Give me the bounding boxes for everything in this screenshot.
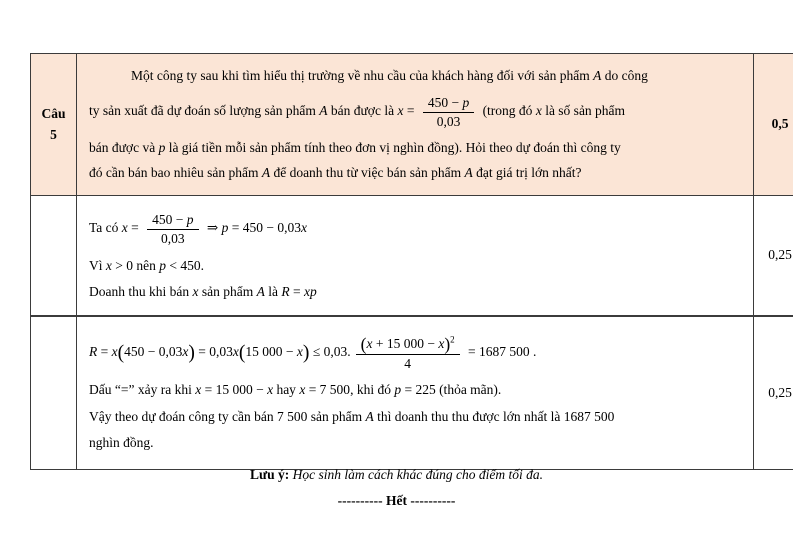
statement-line-3 <box>89 139 741 157</box>
note-text: Học sinh làm cách khác đúng cho điểm tối đa. <box>289 467 544 482</box>
question-row <box>31 54 793 196</box>
question-label-top: Câu <box>41 105 66 121</box>
left-paren: ( <box>238 342 246 364</box>
score-value: 0,25 <box>768 385 792 401</box>
solution1-line-2 <box>89 257 741 275</box>
fraction-denominator: 0,03 <box>161 231 185 247</box>
question-statement-cell <box>77 54 754 196</box>
score-cell-row2 <box>754 195 793 316</box>
text-segment: ≤ 0,03. <box>309 344 351 360</box>
question-number-cell <box>31 54 77 196</box>
math-var: p <box>186 211 194 227</box>
score-value: 0,25 <box>768 247 792 263</box>
solution2-line-3 <box>89 408 741 426</box>
text-segment: ⇒ <box>203 219 222 235</box>
math-var: p <box>394 382 402 398</box>
exponent: 2 <box>450 334 455 345</box>
text-segment: thì doanh thu thu được lớn nhất là 1687 500 <box>373 408 615 424</box>
math-var: x <box>182 344 189 360</box>
text-segment: = <box>289 284 304 300</box>
text-segment: Dấu “=” xảy ra khi <box>89 382 196 398</box>
text-segment: là giá tiền mỗi sản phẩm tính theo đơn vị nghìn đồng). Hỏi theo dự đoán thì công ty <box>165 139 621 155</box>
math-var: A <box>593 68 602 83</box>
footer-note <box>0 462 793 488</box>
text-segment: nghìn đồng. <box>89 435 154 451</box>
text-segment: = 450 − 0,03 <box>228 219 301 235</box>
text-segment: 15 000 − <box>245 344 297 360</box>
math-var: x <box>232 344 239 360</box>
text-segment: = 1687 500 . <box>464 344 537 360</box>
math-var: x <box>121 219 128 235</box>
math-var: A <box>256 284 265 300</box>
math-var: x <box>535 102 542 118</box>
right-paren: ) <box>444 334 451 355</box>
math-var: p <box>221 219 229 235</box>
math-var: x <box>366 336 373 352</box>
fraction-denominator: 4 <box>404 355 411 371</box>
solution2-line-1 <box>89 334 741 372</box>
math-var: xp <box>304 284 317 300</box>
text-segment: > 0 nên <box>111 257 160 273</box>
solution2-cell <box>77 316 754 470</box>
math-var: p <box>462 94 470 110</box>
math-var: R <box>281 284 290 300</box>
math-var: x <box>438 336 445 352</box>
math-var: A <box>464 165 473 181</box>
fraction-numerator <box>423 94 474 114</box>
math-var: A <box>319 102 328 118</box>
fraction-denominator: 0,03 <box>436 114 461 130</box>
text-segment: < 450. <box>165 257 204 273</box>
text-segment: = <box>127 219 143 235</box>
text-segment: Doanh thu khi bán <box>89 284 193 300</box>
answer-table <box>30 53 793 470</box>
text-segment: = <box>97 344 112 360</box>
math-var: x <box>397 102 404 118</box>
solution1-cell <box>77 195 754 316</box>
fraction <box>423 94 474 130</box>
right-paren: ) <box>302 342 310 364</box>
solution1-line-3 <box>89 283 741 301</box>
solution2-line-4 <box>89 434 741 452</box>
solution-row-2 <box>31 316 793 470</box>
fraction <box>147 211 198 247</box>
text-segment: 450 − 0,03 <box>124 344 183 360</box>
text-segment: ty sản xuất đã dự đoán số lượng sản phẩm <box>89 102 320 118</box>
text-segment: do công <box>601 68 648 83</box>
right-paren: ) <box>188 342 195 364</box>
note-label: Lưu ý: <box>249 467 290 482</box>
text-segment: để doanh thu từ việc bán sản phẩm <box>270 165 465 181</box>
text-segment: = 7 500 <box>305 382 351 398</box>
text-segment: sản phẩm <box>198 284 257 300</box>
text-segment: = 225 (thỏa mãn). <box>401 382 502 398</box>
math-var: p <box>159 257 166 273</box>
statement-line-4 <box>89 164 741 182</box>
text-segment: Một công ty sau khi tìm hiểu thị trường về nhu cầu của khách hàng đối với sản phẩm <box>131 68 594 83</box>
text-segment: (trong đó <box>479 102 536 118</box>
text-segment: Ta có <box>89 219 122 235</box>
footer <box>0 462 793 513</box>
text-segment: 450 − <box>427 94 463 110</box>
score-cell-row1 <box>754 54 793 196</box>
empty-cell <box>31 195 77 316</box>
text-segment: bán được và <box>89 139 159 155</box>
text-segment: 450 − <box>152 211 187 227</box>
solution-row-1 <box>31 195 793 316</box>
score-value: 0,5 <box>771 116 789 132</box>
math-var: x <box>111 344 118 360</box>
text-segment: bán được là <box>327 102 398 118</box>
statement-line-1 <box>89 67 741 85</box>
math-var: x <box>300 219 307 235</box>
text-segment: = <box>403 102 418 118</box>
fraction-numerator <box>356 335 460 355</box>
fraction <box>356 335 460 371</box>
text-segment: là số sản phẩm <box>541 102 626 118</box>
math-var: x <box>105 257 112 273</box>
math-var: x <box>195 382 202 398</box>
solution2-line-2 <box>89 381 741 399</box>
score-cell-row3 <box>754 316 793 470</box>
math-var: x <box>299 382 306 398</box>
math-var: A <box>261 165 271 181</box>
math-var: p <box>158 139 166 155</box>
text-segment: Vì <box>89 257 106 273</box>
math-var: R <box>89 344 98 360</box>
math-var: x <box>192 284 199 300</box>
empty-cell <box>31 316 77 470</box>
text-segment: = 0,03 <box>194 344 233 360</box>
math-var: x <box>296 344 303 360</box>
text-segment: = 15 000 − <box>201 382 268 398</box>
text-segment: , khi đó <box>350 382 395 398</box>
text-segment: đó cần bán bao nhiêu sản phẩm <box>89 165 262 181</box>
solution1-line-1 <box>89 210 741 248</box>
text-segment: Vậy theo dự đoán công ty cần bán 7 500 sản phẩm <box>89 408 366 424</box>
fraction-numerator <box>147 211 198 231</box>
math-var: A <box>365 408 374 424</box>
text-segment: hay <box>273 382 300 398</box>
question-label-bottom: 5 <box>50 127 57 143</box>
left-paren: ( <box>117 342 125 364</box>
text-segment: là <box>264 284 282 300</box>
footer-end: ---------- Hết ---------- <box>337 492 456 508</box>
math-var: x <box>267 382 274 398</box>
text-segment: đạt giá trị lớn nhất? <box>472 165 582 181</box>
left-paren: ( <box>360 334 367 355</box>
statement-line-2 <box>89 93 741 131</box>
text-segment: + 15 000 − <box>372 336 439 352</box>
